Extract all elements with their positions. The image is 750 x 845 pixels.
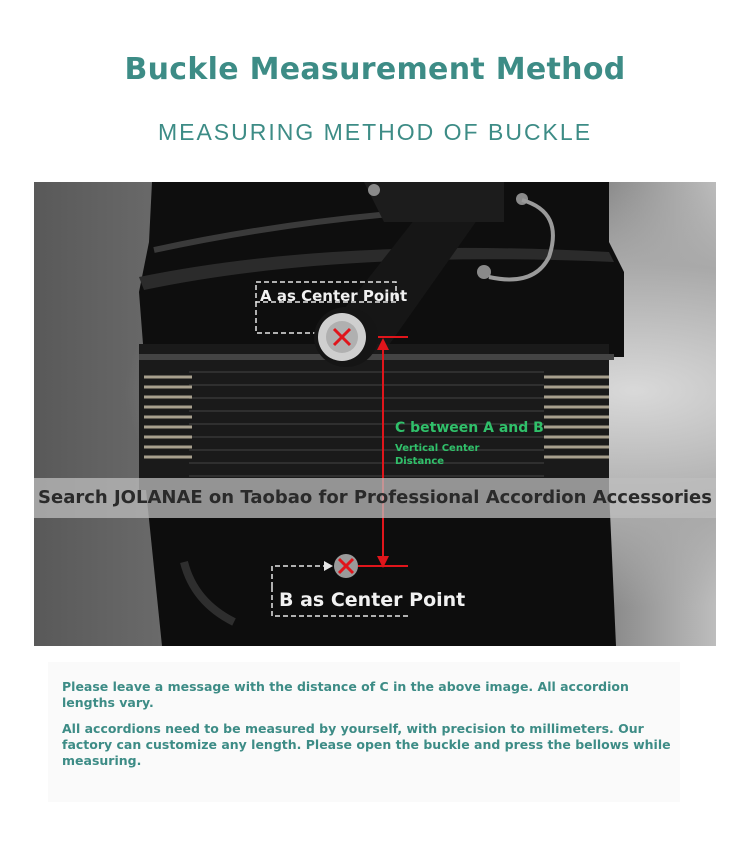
notes-panel [48,662,680,802]
banner-text: Search JOLANAE on Taobao for Professional Accordion Accessories [38,487,712,508]
label-c: C between A and B [395,420,544,436]
note-measure: All accordions need to be measured by yourself, with precision to millimeters. Our factory can customize any length. Please open the buckle and press the bellows while measuring. [62,721,671,768]
label-a: A as Center Point [260,287,408,305]
page-subtitle: MEASURING METHOD OF BUCKLE [157,119,593,145]
watermark-banner [34,478,716,518]
accordion-photo [34,182,716,646]
page-title: Buckle Measurement Method [124,52,626,87]
note-distance: Please leave a message with the distance of C in the above image. All accordion lengths vary. [62,679,629,710]
label-vertical-distance: Vertical Center Distance [395,443,480,467]
accordion-illustration [34,182,716,646]
label-b: B as Center Point [279,589,466,611]
